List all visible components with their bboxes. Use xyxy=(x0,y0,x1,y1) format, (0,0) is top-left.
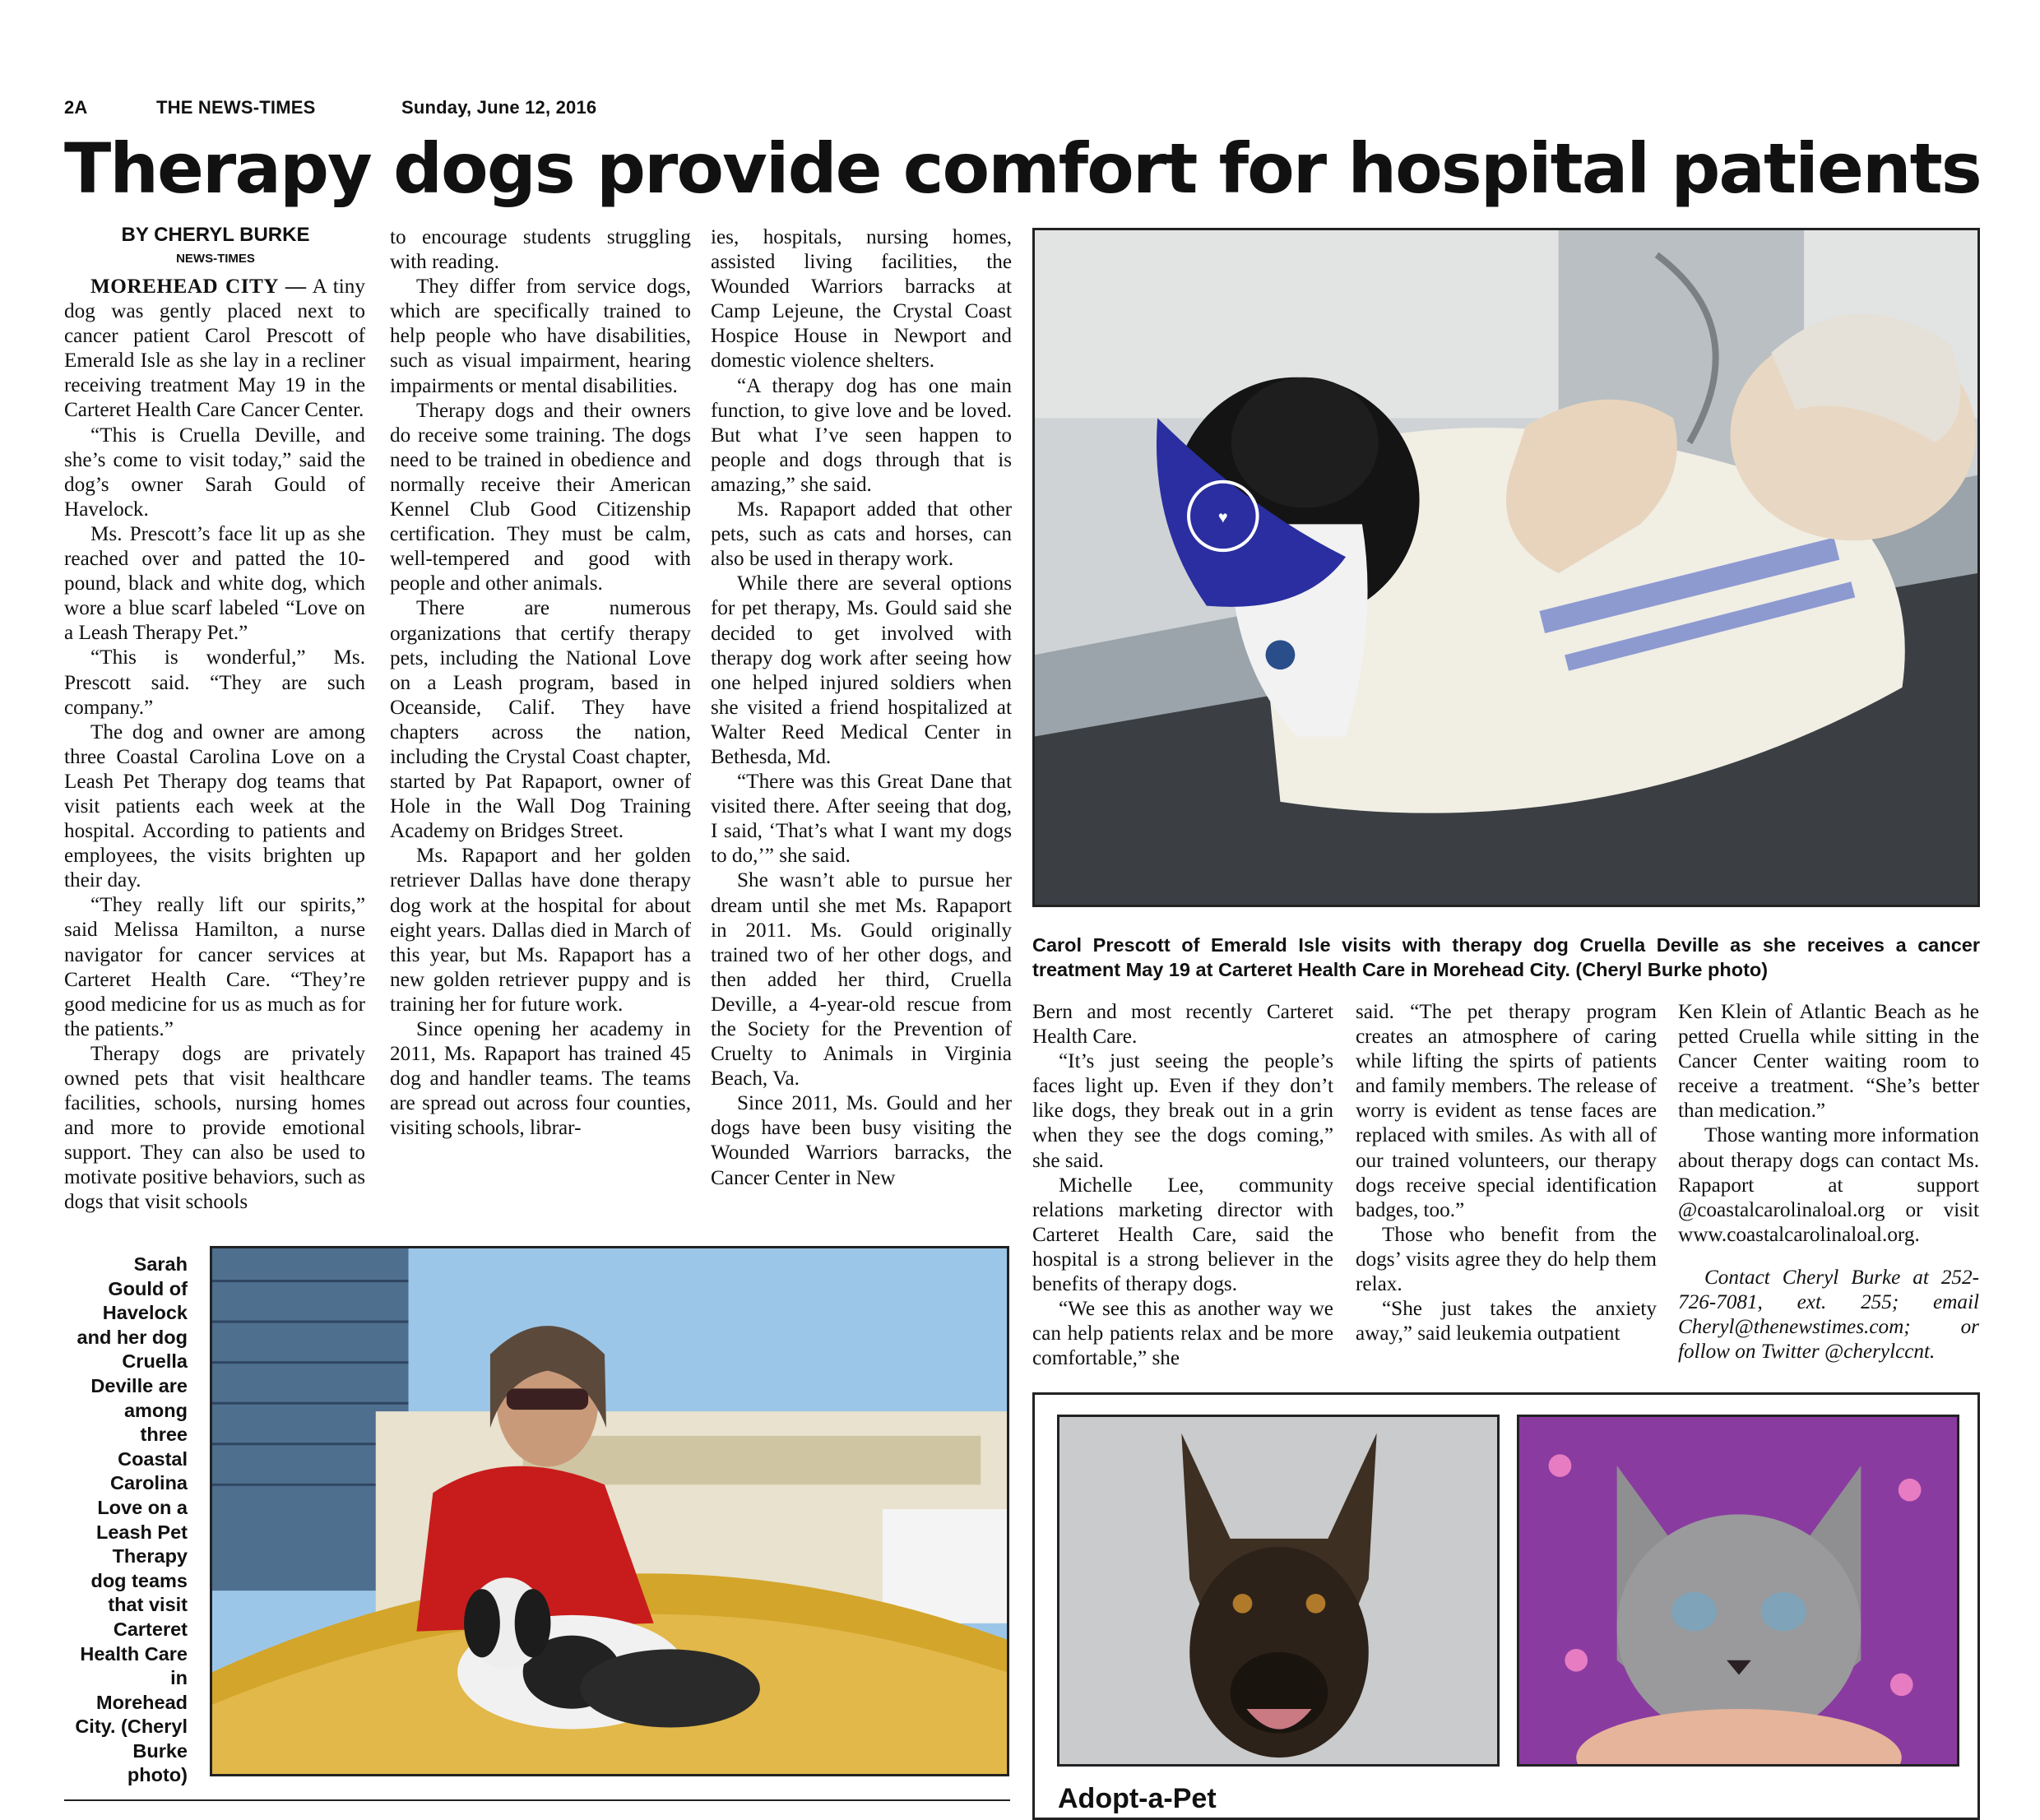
adoptable-dog-photo xyxy=(1057,1415,1500,1767)
adoptable-kitten-photo xyxy=(1517,1415,1959,1767)
paragraph: There are numerous organizations that certify therapy pets, including the National Love on a Leash program, based in Oceanside, Calif. They have chapters across the nation, including the Crystal Coast chapter, started by Pat Rapaport, owner of Hole in the Wall Dog Training Academy on Bridges Street. xyxy=(390,597,691,843)
paragraph: Those who benefit from the dogs’ visits agree they do help them relax. xyxy=(1356,1223,1657,1296)
adopt-a-pet-title: Adopt-a-Pet xyxy=(1058,1783,1217,1814)
paragraph: “They really lift our spirits,” said Melissa Hamilton, a nurse navigator for cancer services at Carteret Health Care. “They’re good medicine for us as much as for the patients.” xyxy=(64,894,365,1040)
svg-text:♥: ♥ xyxy=(1217,508,1228,527)
paragraph: Therapy dogs and their owners do receive some training. The dogs need to be trained in obedience and normally receive their American Kennel Club Good Citizenship certification. They must be calm, well-tempered and good with people and other animals. xyxy=(390,399,691,595)
paragraph: “There was this Great Dane that visited there. After seeing that dog, I said, ‘That’s what I want my dogs to do,’” she said. xyxy=(711,771,1012,868)
paragraph: “A therapy dog has one main function, to give love and be loved. But what I’ve seen happen to people and dogs through that is amazing,” she said. xyxy=(711,374,1012,496)
paragraph: Since opening her academy in 2011, Ms. Rapaport has trained 45 dog and handler teams. The teams are spread out across four counties, visiting schools, librar- xyxy=(390,1018,691,1140)
paragraph: She wasn’t able to pursue her dream until she met Ms. Rapaport in 2011. Ms. Gould originally trained two of her other dogs, and then added her third, Cruella Deville, a 4-year-old rescue from the Society for the Prevention of Cruelty to Animals in Virginia Beach, Va. xyxy=(711,869,1012,1091)
paragraph: While there are several options for pet therapy, Ms. Gould said she decided to get involved with therapy dog work after seeing how one helped injured soldiers when she visited a friend hospitalized at Walter Reed Medical Center in Bethesda, Md. xyxy=(711,572,1012,768)
article-column-6 xyxy=(1678,1000,1979,1378)
lead-paragraph: MOREHEAD CITY — A tiny dog was gently placed next to cancer patient Carol Prescott of Emerald Isle as she lay in a recliner receiving treatment May 19 in the Carteret Health Care Cancer Center. xyxy=(64,276,365,422)
paragraph: Therapy dogs are privately owned pets that visit healthcare facilities, schools, nursing homes and more to provide emotional support. They can also be used to motivate positive behaviors, such as dogs that visit schools xyxy=(64,1042,365,1214)
owner-dog-photo xyxy=(210,1246,1009,1776)
main-photo xyxy=(1032,228,1980,907)
paragraph: Ms. Prescott’s face lit up as she reached over and patted the 10-pound, black and white dog, which wore a blue scarf labeled “Love on a Leash Therapy Pet.” xyxy=(64,522,365,645)
article-column-4 xyxy=(1032,1000,1333,1378)
section-rule xyxy=(64,1799,1010,1801)
paragraph: “She just takes the anxiety away,” said leukemia outpatient xyxy=(1356,1298,1657,1345)
paragraph: to encourage students struggling with reading. xyxy=(390,226,691,274)
paper-name: THE NEWS-TIMES xyxy=(156,97,316,118)
adopt-a-pet-box xyxy=(1032,1392,1980,1820)
paragraph: Ms. Rapaport added that other pets, such as cats and horses, can also be used in therapy work. xyxy=(711,498,1012,571)
article-column-5 xyxy=(1356,1000,1657,1378)
headline: Therapy dogs provide comfort for hospital patients xyxy=(64,128,1981,209)
byline-affiliation: NEWS-TIMES xyxy=(176,252,255,266)
paragraph: The dog and owner are among three Coastal Carolina Love on a Leash Pet Therapy dog teams that visit patients each week at the hospital. According to patients and employees, the visits brighten up their day. xyxy=(64,720,365,892)
byline-author: BY CHERYL BURKE xyxy=(121,224,310,246)
main-photo-caption: Carol Prescott of Emerald Isle visits with therapy dog Cruella Deville as she receives a cancer treatment May 19 at Carteret Health Care in Morehead City. (Cheryl Burke photo) xyxy=(1032,934,1980,980)
paragraph: Those wanting more information about therapy dogs can contact Ms. Rapaport at support @coastalcarolinaloal.org or visit www.coastalcarolinaloal.org. xyxy=(1678,1124,1979,1246)
paragraph: Michelle Lee, community relations marketing director with Carteret Health Care, said the hospital is a strong believer in the benefits of therapy dogs. xyxy=(1032,1174,1333,1296)
paragraph: Ms. Rapaport and her golden retriever Dallas have done therapy dog work at the hospital for about eight years. Dallas died in March of this year, but Ms. Rapaport has a new golden retriever puppy and is training her for future work. xyxy=(390,845,691,1016)
paragraph: Ken Klein of Atlantic Beach as he petted Cruella while sitting in the Cancer Center waiting room to receive a treatment. “She’s better than medication.” xyxy=(1678,1001,1979,1123)
paragraph: “This is wonderful,” Ms. Prescott said. “They are such company.” xyxy=(64,646,365,719)
article-column-3 xyxy=(711,225,1012,1235)
dateline: MOREHEAD CITY — xyxy=(90,276,307,298)
paragraph: “It’s just seeing the people’s faces light up. Even if they don’t like dogs, they break out in a grin when they see the dogs coming,” she said. xyxy=(1032,1050,1333,1172)
paragraph: said. “The pet therapy program creates an atmosphere of caring while lifting the spirts of patients and family members. The release of worry is evident as tense faces are replaced with smiles. As with all of our trained volunteers, our therapy dogs receive special identification badges, too.” xyxy=(1356,1001,1657,1221)
article-column-2 xyxy=(390,225,691,1235)
issue-date: Sunday, June 12, 2016 xyxy=(401,97,597,118)
paragraph: ies, hospitals, nursing homes, assisted living facilities, the Wounded Warriors barracks at Camp Lejeune, the Crystal Coast Hospice House in Newport and domestic violence shelters. xyxy=(711,226,1012,373)
page-number: 2A xyxy=(64,97,88,118)
paragraph: Since 2011, Ms. Gould and her dogs have been busy visiting the Wounded Warriors barracks, the Cancer Center in New xyxy=(711,1092,1012,1189)
paragraph: They differ from service dogs, which are specifically trained to help people who have disabilities, such as visual impairment, hearing impairments or mental disabilities. xyxy=(390,276,691,397)
paragraph: “This is Cruella Deville, and she’s come to visit today,” said the dog’s owner Sarah Gould of Havelock. xyxy=(64,424,365,521)
paragraph: “We see this as another way we can help patients relax and be more comfortable,” she xyxy=(1032,1298,1333,1370)
article-column-1 xyxy=(64,275,365,1235)
paragraph: Bern and most recently Carteret Health Care. xyxy=(1032,1001,1333,1049)
contact-line: Contact Cheryl Burke at 252-726-7081, ext. 255; email Cheryl@thenewstimes.com; or follow on Twitter @cherylccnt. xyxy=(1678,1266,1979,1364)
second-photo-caption: Sarah Gould of Havelock and her dog Cruella Deville are among three Coastal Carolina Love on a Leash Pet Therapy dog teams that visit Carteret Health Care in Morehead City. (Cheryl Burke photo) xyxy=(75,1253,188,1786)
